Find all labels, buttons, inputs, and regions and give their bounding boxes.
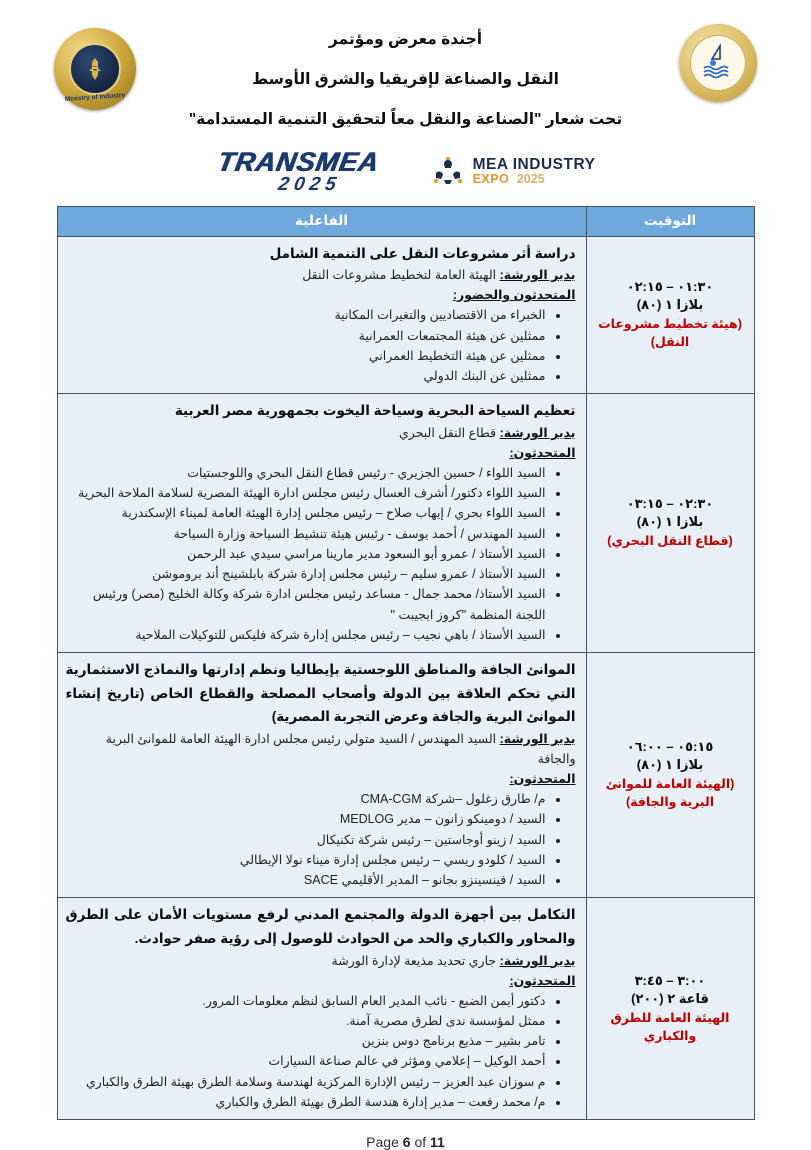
page-label-prefix: Page [366,1134,399,1150]
workshop-manager-line [66,423,576,443]
transmea-logo [212,147,381,195]
manager-label: يدير الورشة: [499,953,576,968]
table-row [58,393,754,652]
speaker-item: • أحمد الوكيل – إعلامي ومؤثر في عالم صناعة السيارات [66,1051,546,1071]
speaker-item: • السيد اللواء دكتور/ أشرف العسال رئيس مجلس ادارة الهيئة المصرية لسلامة الملاحة البحرية [66,483,546,503]
speakers-label: المتحدثون والحضور: [452,288,576,303]
timing-cell [586,898,754,1119]
speakers-list [66,463,576,645]
egypt-eagle-icon [87,58,103,80]
ministry-of-transport-logo [679,24,757,102]
event-title: تعظيم السياحة البحرية وسياحة اليخوت بجمهورية مصر العربية [174,403,576,419]
activity-cell [58,898,586,1119]
timing-cell [586,237,754,394]
speaker-item: • السيد الأستاذ / عمرو سليم – رئيس مجلس إدارة شركة بابلشينج أند بروموشن [66,564,546,584]
mea-industry-expo-logo [431,155,596,189]
speaker-item: • السيد اللواء بحري / إيهاب صلاح – رئيس مجلس إدارة الهيئة العامة لميناء الإسكندرية [66,503,546,523]
event-time: ٠٥:١٥ – ٠٦:٠٠ [626,739,714,755]
speakers-label: المتحدثون: [509,772,576,787]
page-footer [0,1134,811,1150]
timing-cell [586,653,754,897]
industry-logo-emblem [69,43,121,95]
speaker-item: • م/ محمد رفعت – مدير إدارة هندسة الطرق بهيئة الطرق والكباري [66,1092,546,1112]
event-organizer: (هيئة تخطيط مشروعات النقل) [598,316,742,349]
speaker-item: • م/ طارق زغلول –شركة CMA-CGM [66,789,546,809]
transport-logo-emblem [690,35,746,91]
event-title: التكامل بين أجهزة الدولة والمجتمع المدني لرفع مستويات الأمان على الطرق والمحاور والكباري والحد من الحوادث للوصول إلى رؤية صفر حوادث. [65,907,576,946]
sail-waves-icon [698,43,738,83]
table-row [58,897,754,1119]
workshop-manager-line [66,729,576,769]
speaker-item: • تامر بشير – مذيع برنامج دوس بنزين [66,1031,546,1051]
industry-logo-caption: Ministry of Industry [64,91,126,104]
speaker-item: • السيد المهندس / أحمد يوسف - رئيس هيئة تنشيط السياحة وزارة السياحة [66,524,546,544]
mea-expo-name: MEA INDUSTRY [472,156,596,174]
manager-value: السيد المهندس / السيد متولي رئيس مجلس ادارة الهيئة العامة للموانئ البرية والجافة [105,732,576,767]
speakers-label: المتحدثون: [509,973,576,988]
ministry-of-industry-logo [54,28,136,110]
speaker-item: • ممثلين عن هيئة التخطيط العمراني [66,346,546,366]
event-time: ٠١:٣٠ – ٠٢:١٥ [626,278,714,294]
workshop-manager-line [66,951,576,971]
page-label-of: of [414,1134,427,1150]
doc-title-line2: النقل والصناعة لإفريقيا والشرق الأوسط [252,71,559,88]
speaker-item: • السيد الأستاذ / عمرو أبو السعود مدير مارينا مراسي سيدي عبد الرحمن [66,544,546,564]
event-location: قاعة ٢ (٢٠٠) [631,990,709,1006]
event-time: ٠٢:٣٠ – ٠٣:١٥ [626,496,714,512]
speaker-item: • السيد / زينو أوجاستين – رئيس شركة تكنيكال [66,830,546,850]
manager-label: يدير الورشة: [499,732,576,747]
event-organizer: الهيئة العامة للطرق والكباري [610,1010,730,1043]
event-organizer: (قطاع النقل البحري) [607,534,733,549]
manager-label: يدير الورشة: [499,268,576,283]
workshop-manager-line [66,265,576,285]
speaker-item: • ممثلين عن البنك الدولي [66,366,546,386]
manager-value: الهيئة العامة لتخطيط مشروعات النقل [302,268,497,283]
event-logos-row [0,147,811,195]
activity-cell [58,653,586,897]
timing-column-header: التوقيت [586,207,754,236]
transmea-year: 2025 [276,173,343,195]
speaker-item: • ممثلين عن هيئة المجتمعات العمرانية [66,326,546,346]
page-total: 11 [430,1134,445,1150]
event-organizer: (الهيئة العامة للموانئ البرية والجافة) [605,777,735,810]
event-location: بلازا ١ (٨٠) [636,757,704,773]
transmea-wordmark: TRANSMEA [214,147,381,177]
mea-expo-year: 2025 [516,172,545,187]
mea-expo-icon [431,155,465,189]
timing-cell [586,394,754,652]
speaker-item: • السيد / كلودو ريسي – رئيس مجلس إدارة ميناء نولا الإيطالي [66,850,546,870]
table-row [58,652,754,897]
doc-title-line3: تحت شعار "الصناعة والنقل معاً لتحقيق التنمية المستدامة" [188,111,623,128]
manager-value: قطاع النقل البحري [399,425,497,440]
speaker-item: • السيد / دومينكو زانون – مدير MEDLOG [66,809,546,829]
page-number: 6 [402,1134,411,1150]
speakers-list [66,991,576,1113]
activity-column-header: الفاعلية [58,207,586,236]
speakers-list [66,305,576,386]
speaker-item: • السيد / فينسينزو بجانو – المدير الأقليمي SACE [66,870,546,890]
activity-cell [58,237,586,394]
document-header [0,30,811,194]
table-row [58,236,754,394]
activity-cell [58,394,586,652]
mea-expo-word: EXPO [472,172,510,187]
event-location: بلازا ١ (٨٠) [636,296,704,312]
event-title: دراسة أثر مشروعات النقل على التنمية الشامل [269,245,576,261]
speaker-item: • السيد الأستاذ / باهي نجيب – رئيس مجلس إدارة شركة فليكس للتوكيلات الملاحية [66,625,546,645]
speaker-item: • دكتور أيمن الضبع - نائب المدير العام السابق لنظم معلومات المرور. [66,991,546,1011]
speakers-list [66,789,576,890]
manager-value: جاري تحديد مذيعة لإدارة الورشة [331,953,497,968]
table-header-row [58,207,754,236]
speaker-item: • السيد الأستاذ/ محمد جمال - مساعد رئيس مجلس ادارة شركة وكالة الخليج (مصر) ورئيس اللجنة المنظمة "كروز ايجيبت " [66,584,546,625]
speaker-item: • ممثل لمؤسسة ندى لطرق مصرية آمنة. [66,1011,546,1031]
agenda-table [57,206,755,1120]
speaker-item: • م سوزان عبد العزيز – رئيس الإدارة المركزية لهندسة وسلامة الطرق بهيئة الطرق والكباري [66,1072,546,1092]
speaker-item: • السيد اللواء / حسين الجزيري - رئيس قطاع النقل البحري واللوجستيات [66,463,546,483]
speaker-item: • الخبراء من الاقتصاديين والتغيرات المكانية [66,305,546,325]
event-time: ٣:٠٠ – ٣:٤٥ [634,972,706,988]
event-location: بلازا ١ (٨٠) [636,514,704,530]
event-title: الموانئ الجافة والمناطق اللوجستية بإيطاليا ونظم إدارتها والنماذج الاستثمارية التي تحكم العلاقة بين الدولة وأصحاب المصلحة والقطاع الخاص (تاريخ إنشاء الموانئ البرية والجافة وعرض التجربة المصرية) [65,662,576,725]
speakers-label: المتحدثون: [509,445,576,460]
manager-label: يدير الورشة: [499,425,576,440]
doc-title-line1: أجندة معرض ومؤتمر [328,31,483,48]
